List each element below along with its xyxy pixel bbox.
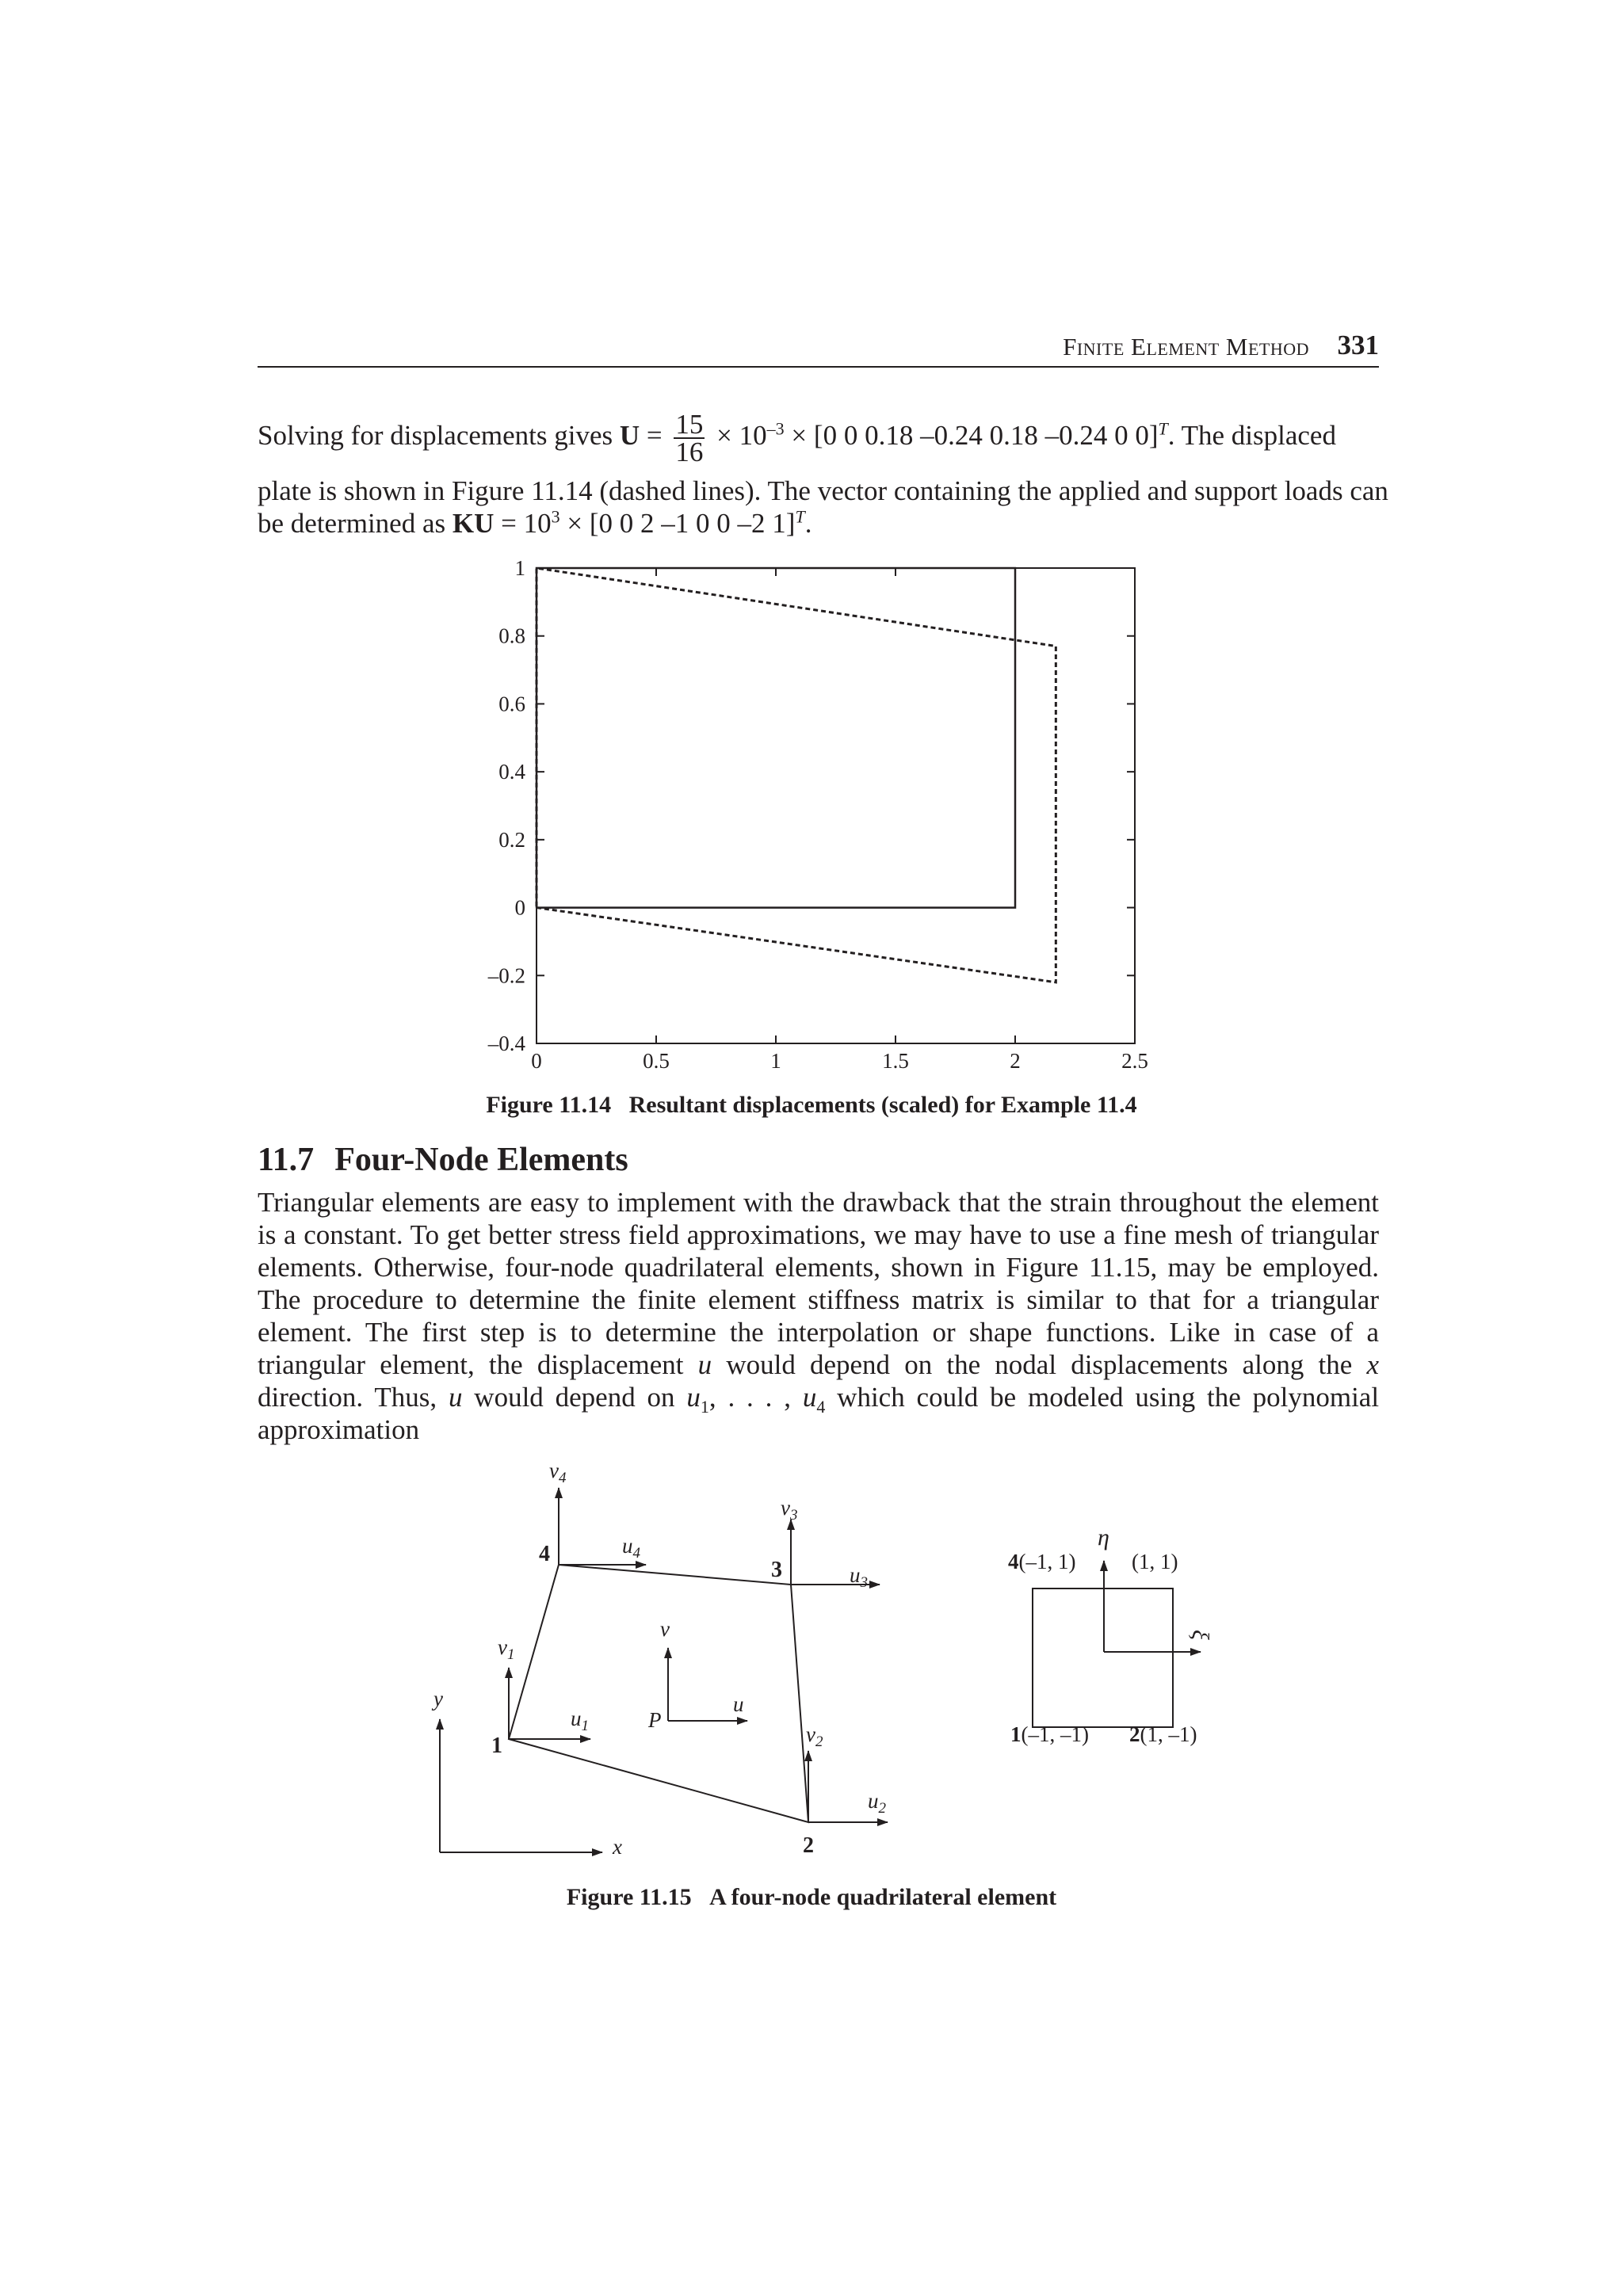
displaced-plate-outline — [537, 568, 1056, 982]
u2-label: $u_2$ — [868, 1789, 886, 1817]
var-u-2: u — [448, 1382, 463, 1413]
section-last-a: would depend on — [474, 1382, 675, 1413]
v-label: v — [660, 1617, 670, 1641]
times-ten: × 10 — [716, 420, 767, 452]
x-label: x — [613, 1835, 622, 1859]
xi-label: ξ — [1187, 1630, 1213, 1640]
displacement-chart — [444, 547, 1157, 1085]
load-vector: × [0 0 2 –1 0 0 –2 1] — [567, 508, 796, 539]
page-number: 331 — [1337, 330, 1379, 360]
plot-frame — [537, 568, 1135, 1043]
intro-line-1 — [258, 411, 1379, 465]
sub-4: 4 — [816, 1397, 826, 1417]
var-x: x — [1366, 1349, 1380, 1380]
y-tick-label: 1 — [514, 556, 525, 580]
sub-1: 1 — [700, 1397, 709, 1417]
v2-label: $v_2$ — [806, 1722, 823, 1750]
section-body — [258, 1186, 1379, 1446]
original-plate-outline — [537, 568, 1015, 908]
x-tick-label: 1.5 — [882, 1049, 909, 1073]
y-tick-label: 0 — [514, 895, 525, 920]
exponent-3: 3 — [551, 506, 560, 527]
figure-11-14-text: Resultant displacements (scaled) for Example 11.4 — [628, 1092, 1137, 1118]
intro-line-3 — [258, 508, 812, 540]
intro-lead: Solving for displacements gives — [258, 420, 613, 452]
y-tick-label: 0.6 — [498, 692, 525, 716]
var-u1: u — [686, 1382, 701, 1413]
x-tick-label: 0 — [531, 1049, 542, 1073]
intro-tail: . The displaced — [1167, 420, 1336, 452]
node-1: 1 — [491, 1733, 502, 1758]
y-label: y — [433, 1687, 443, 1711]
quad-element-diagram — [0, 1442, 1623, 1886]
equals-sign: = — [646, 420, 663, 452]
section-body-text: Triangular elements are easy to implement with the drawback that the strain throughout the element is a constant. To get better stress field approximations, we may have to use a fine mesh of triangular elements. Otherwise, four-node quadrilateral elements, shown in Figure 11.15, may be employed. The procedure to determine the finite element stiffness matrix is similar to that for a triangular element. The first step is to determine the interpolation or shape functions. Like in case of a triangular element, the displacement — [258, 1187, 1379, 1380]
intro-line3-a: be determined as — [258, 508, 446, 539]
section-heading — [258, 1141, 628, 1179]
y-tick-label: 0.2 — [498, 827, 525, 852]
running-title: Finite Element Method — [1063, 333, 1309, 360]
v4-label: $v_4$ — [549, 1459, 567, 1486]
reference-square — [1033, 1589, 1173, 1727]
chart-ticks — [487, 556, 1148, 1073]
fraction-numerator: 15 — [675, 409, 704, 440]
u3-label: $u_3$ — [850, 1563, 868, 1591]
x-tick-label: 1 — [770, 1049, 781, 1073]
u-label: u — [733, 1692, 744, 1716]
ref-node-2-label: 2(1, –1) — [1129, 1722, 1197, 1746]
v3-label: $v_3$ — [781, 1496, 798, 1524]
eta-label: η — [1098, 1524, 1109, 1550]
u4-label: $u_4$ — [622, 1534, 640, 1562]
node-4: 4 — [539, 1542, 550, 1566]
ref-node-3-label: (1, 1) — [1132, 1550, 1178, 1573]
figure-11-15-label: Figure 11.15 — [566, 1884, 692, 1910]
transpose-mark: T — [1158, 418, 1168, 439]
x-tick-label: 2 — [1010, 1049, 1021, 1073]
section-body-mid: would depend on the nodal displacements along the — [726, 1349, 1353, 1380]
var-u: u — [697, 1349, 712, 1380]
ellipsis: , . . . , — [708, 1382, 791, 1413]
transpose-mark-2: T — [795, 506, 805, 527]
y-tick-label: –0.2 — [487, 963, 525, 988]
figure-11-15-text: A four-node quadrilateral element — [709, 1884, 1057, 1910]
running-header — [258, 331, 1379, 368]
quadrilateral-element — [509, 1565, 808, 1822]
chart-series — [537, 568, 1056, 982]
section-last-b: which could be modeled using the polynomial approximation — [258, 1382, 1380, 1445]
figure-11-14-caption — [0, 1092, 1623, 1119]
intro-line-2: plate is shown in Figure 11.14 (dashed lines). The vector containing the applied and support loads can — [258, 475, 1388, 506]
figure-11-15-caption — [0, 1884, 1623, 1911]
u1-label: $u_1$ — [571, 1707, 589, 1734]
vector-U: U — [619, 420, 640, 452]
figure-11-14-label: Figure 11.14 — [486, 1092, 612, 1118]
point-P: P — [648, 1708, 662, 1732]
node-2: 2 — [803, 1833, 814, 1858]
exponent: –3 — [766, 418, 785, 439]
ref-node-1-label: 1(–1, –1) — [1010, 1722, 1089, 1746]
var-u4: u — [802, 1382, 817, 1413]
intro-line3-b: = 10 — [501, 508, 552, 539]
v1-label: $v_1$ — [498, 1635, 515, 1663]
period: . — [804, 508, 812, 539]
x-tick-label: 2.5 — [1121, 1049, 1148, 1073]
section-title: Four-Node Elements — [334, 1142, 628, 1178]
section-number: 11.7 — [258, 1142, 315, 1178]
vector-KU: KU — [452, 508, 495, 539]
fraction — [674, 411, 705, 465]
fraction-denominator: 16 — [675, 437, 704, 467]
y-tick-label: 0.8 — [498, 624, 525, 648]
ref-node-4-label: 4(–1, 1) — [1008, 1550, 1076, 1573]
displacement-vector: × [0 0 0.18 –0.24 0.18 –0.24 0 0] — [791, 420, 1159, 452]
node-3: 3 — [771, 1558, 782, 1582]
section-body-mid2: direction. Thus, — [258, 1382, 437, 1413]
y-tick-label: –0.4 — [487, 1032, 525, 1055]
x-tick-label: 0.5 — [643, 1049, 670, 1073]
y-tick-label: 0.4 — [498, 760, 525, 784]
